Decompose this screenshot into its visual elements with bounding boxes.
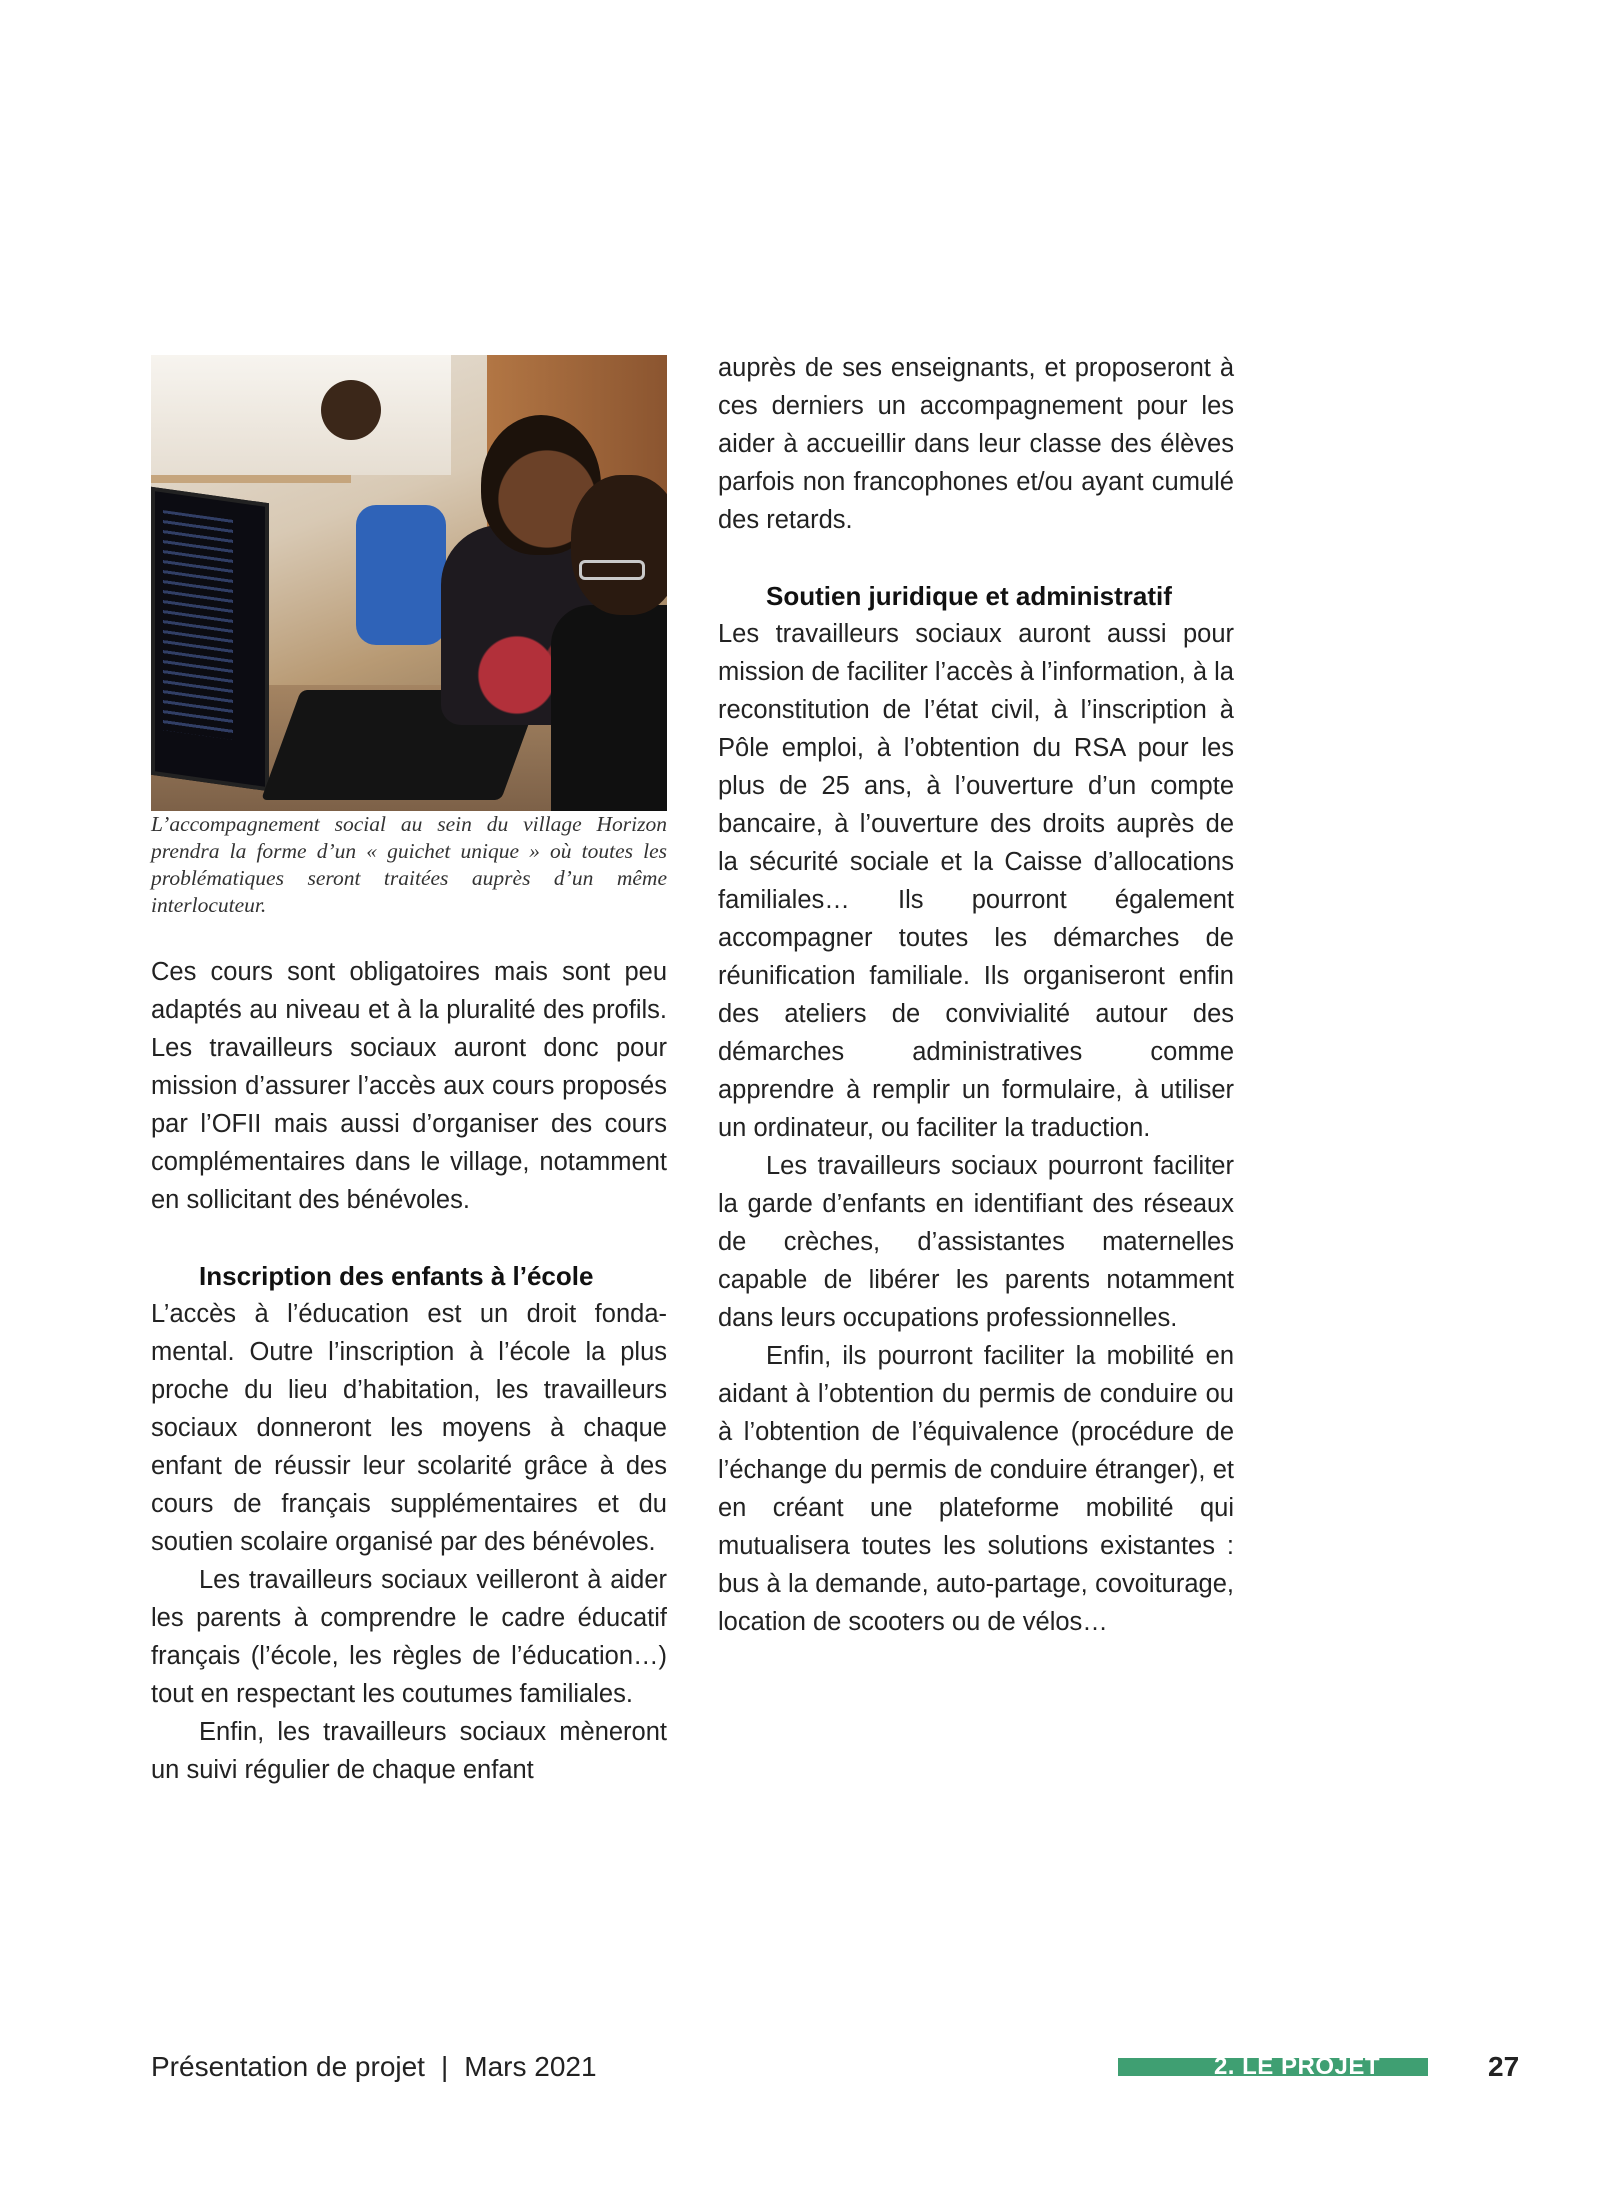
- paragraph: Les travailleurs sociaux pourront faciliter la garde d’enfants en identifiant des réseaux de crèches, d’assistantes maternelles capable de libérer les parents notamment dans leurs occupations professionnelles.: [718, 1152, 1234, 1332]
- section-heading: Inscription des enfants à l’école: [199, 1261, 594, 1291]
- photo-glasses: [579, 560, 645, 580]
- footer-doc-title: Présentation de projet: [151, 2051, 425, 2082]
- photo-caption: L’accompagnement social au sein du village Horizon prendra la forme d’un « guichet unique » où toutes les problématiques seront traitées auprès d’un même interlocuteur.: [151, 812, 667, 917]
- right-column: [718, 349, 1234, 1641]
- section-heading: Soutien juridique et administratif: [766, 581, 1172, 611]
- footer-date: Mars 2021: [464, 2051, 597, 2082]
- photo-man-head: [571, 475, 667, 615]
- photo-chair: [356, 505, 446, 645]
- page-number: 27: [1488, 2051, 1520, 2082]
- photo-coworking: [151, 355, 667, 811]
- section-band: 2. LE PROJET: [1118, 2058, 1428, 2076]
- footer-separator: |: [440, 2051, 449, 2082]
- footer-doc-info: [151, 2051, 597, 2083]
- photo-shelf: [151, 475, 351, 483]
- paragraph: L’accès à l’éducation est un droit fondamental. Outre l’inscription à l’école la plus proche du lieu d’habitation, les travailleurs sociaux donneront les moyens à chaque enfant de réussir leur scolarité grâce à des cours de français supplémentaires et du soutien scolaire organisé par des bénévoles.: [151, 1300, 667, 1556]
- photo-screen-code: [163, 510, 233, 740]
- paragraph: Enfin, ils pourront faciliter la mobilité en aidant à l’obtention du permis de conduire ou à l’obtention de l’équivalence (procédure de l’échange du permis de conduire étranger), et en créant une plateforme mobilité qui mutualisera toutes les solutions existantes : bus à la demande, auto-partage, covoiturage, location de scooters ou de vélos…: [718, 1342, 1234, 1636]
- left-column: [151, 355, 667, 1789]
- photo-window: [151, 355, 451, 475]
- paragraph: Les travailleurs sociaux auront aussi pour mission de faciliter l’accès à l’information, à la reconstitution de l’état civil, à l’inscription à Pôle emploi, à l’obtention du RSA pour les plus de 25 ans, à l’ouverture d’un compte bancaire, à l’ouverture des droits auprès de la sécurité sociale et la Caisse d’allocations familiales… Ils pourront également accompagner toutes les démarches de réunification familiale. Ils organiseront enfin des ateliers de convivialité autour des démarches administratives comme apprendre à remplir un formulaire, à utiliser un ordinateur, ou faciliter la traduction.: [718, 620, 1234, 1142]
- paragraph: Ces cours sont obligatoires mais sont peu adaptés au niveau et à la pluralité des profils. Les travailleurs sociaux auront donc pour mission d’assurer l’accès aux cours proposés par l’OFII mais aussi d’organiser des cours complémentaires dans le village, notamment en sollicitant des bénévoles.: [151, 958, 667, 1214]
- paragraph: Enfin, les travailleurs sociaux mèneront un suivi régulier de chaque enfant: [151, 1718, 667, 1784]
- paragraph: auprès de ses enseignants, et proposeront à ces derniers un accompagnement pour les aider à accueillir dans leur classe des élèves parfois non francophones et/ou ayant cumulé des retards.: [718, 354, 1234, 534]
- photo-man-body: [551, 605, 667, 811]
- photo-background-person: [321, 380, 381, 440]
- paragraph: Les travailleurs sociaux veilleront à aider les parents à comprendre le cadre éducatif français (l’école, les règles de l’éducation…) tout en respectant les coutumes familiales.: [151, 1566, 667, 1708]
